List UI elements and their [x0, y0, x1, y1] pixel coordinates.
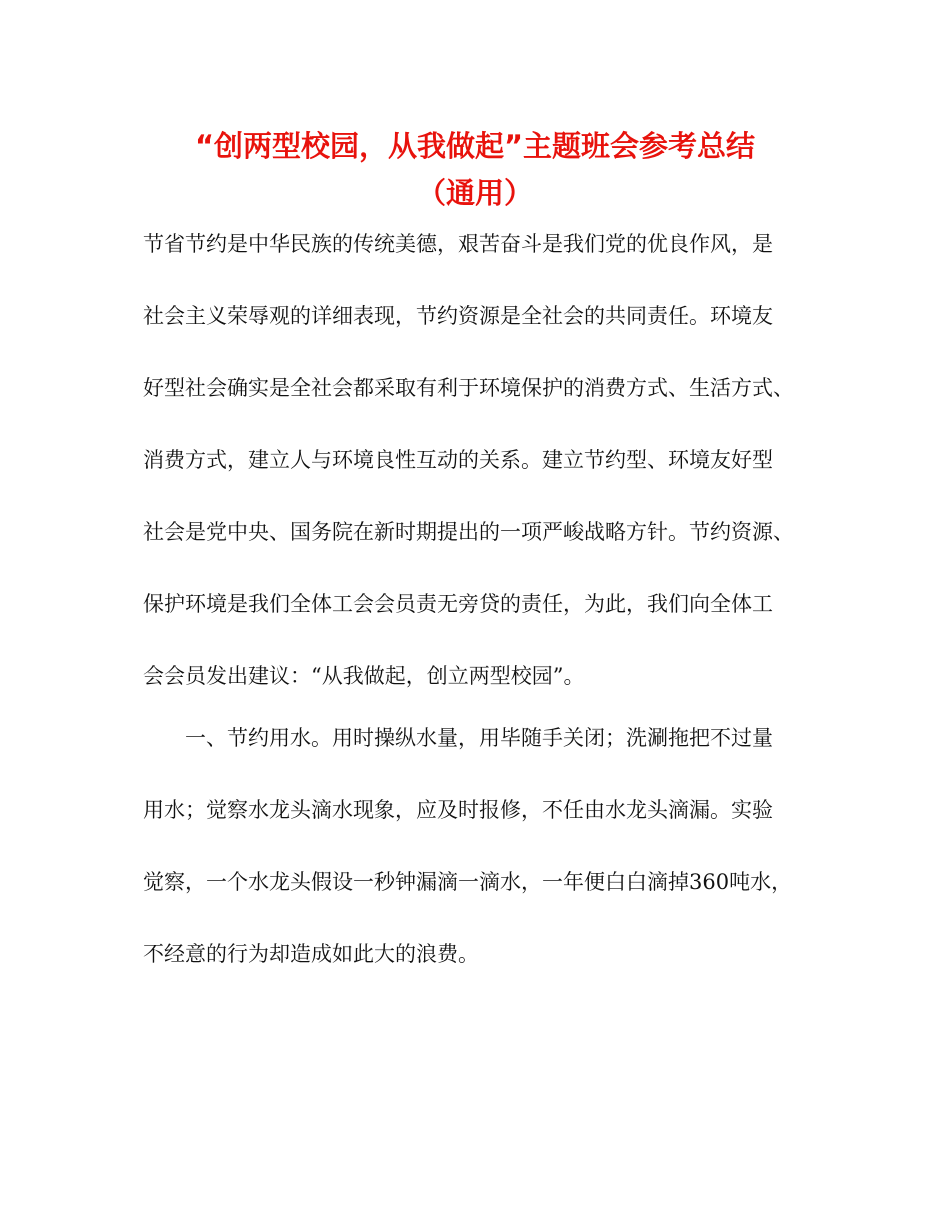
paragraph-line: 一、节约用水。用时操纵水量，用毕随手关闭；洗涮拖把不过量: [143, 726, 773, 750]
paragraph-line: 用水；觉察水龙头滴水现象，应及时报修，不任由水龙头滴漏。实验: [143, 798, 773, 822]
paragraph-line: 好型社会确实是全社会都采取有利于环境保护的消费方式、生活方式、: [143, 376, 794, 400]
paragraph-line: 不经意的行为却造成如此大的浪费。: [143, 942, 479, 966]
paragraph-line: 觉察，一个水龙头假设一秒钟漏滴一滴水，一年便白白滴掉360吨水，: [143, 870, 793, 894]
paragraph-line: 社会是党中央、国务院在新时期提出的一项严峻战略方针。节约资源、: [143, 520, 794, 544]
document-subtitle: （通用）: [416, 176, 533, 210]
paragraph-line: 保护环境是我们全体工会会员责无旁贷的责任，为此，我们向全体工: [143, 592, 773, 616]
document-title: “创两型校园，从我做起”主题班会参考总结: [194, 129, 756, 163]
paragraph-line: 消费方式，建立人与环境良性互动的关系。建立节约型、环境友好型: [143, 448, 773, 472]
paragraph-line: 节省节约是中华民族的传统美德，艰苦奋斗是我们党的优良作风，是: [143, 232, 773, 256]
paragraph-line: 社会主义荣辱观的详细表现，节约资源是全社会的共同责任。环境友: [143, 304, 773, 328]
paragraph-line: 会会员发出建议：“从我做起，创立两型校园”。: [143, 664, 585, 688]
